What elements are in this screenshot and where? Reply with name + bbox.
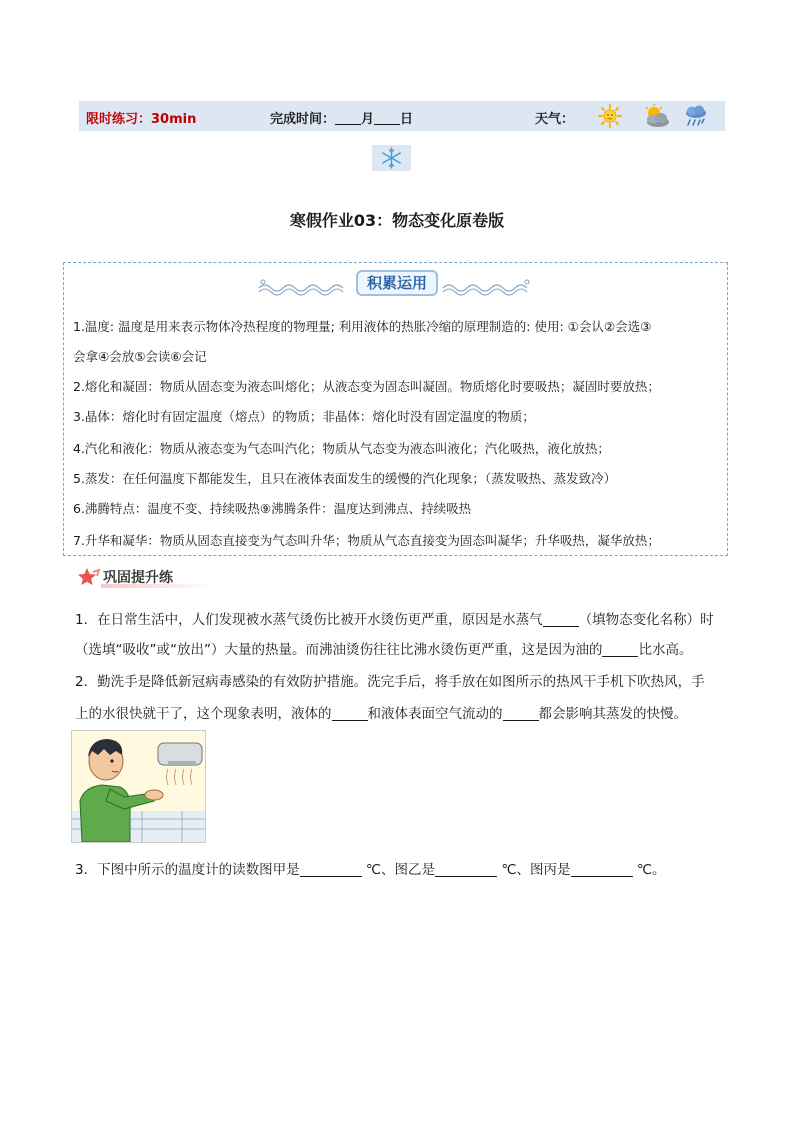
weather-label: 天气：	[535, 112, 575, 127]
summary-line: 6.沸腾特点：温度不变、持续吸热⑨沸腾条件：温度达到沸点、持续吸热	[73, 501, 472, 516]
q1-text-a: 1．在日常生活中，人们发现被水蒸气烫伤比被开水烫伤更严重，原因是水蒸气	[75, 612, 543, 628]
page-title: 寒假作业03：物态变化原卷版	[289, 211, 505, 230]
summary-line: 2.熔化和凝固：物质从固态变为液态叫熔化；从液态变为固态叫凝固。物质熔化时要吸热；凝固时要放热；	[73, 379, 660, 394]
question-3	[75, 858, 666, 878]
q2-blank-2[interactable]	[503, 706, 539, 721]
finish-label: 完成时间：	[270, 112, 336, 127]
q3-text-c: ℃、图丙是	[501, 862, 571, 878]
q2-text-d: 都会影响其蒸发的快慢。	[538, 706, 687, 722]
snow-icon-box	[372, 145, 411, 171]
partly-cloudy-icon[interactable]	[641, 103, 671, 129]
day-label: 日	[400, 112, 414, 127]
sunny-icon[interactable]	[597, 103, 623, 129]
time-limit: 限时练习：30min	[86, 112, 197, 127]
q3-blank-3[interactable]	[571, 862, 633, 877]
q2-text-a: 2．勤洗手是降低新冠病毒感染的有效防护措施。洗完手后，将手放在如图所示的热风干手机下吹热风，手	[75, 674, 705, 690]
section-title: 巩固提升练	[103, 570, 173, 586]
q3-text-a: 3．下图中所示的温度计的读数图甲是	[75, 862, 300, 878]
month-blank[interactable]	[335, 112, 361, 125]
summary-line: 4.汽化和液化：物质从液态变为气态叫汽化；物质从气态变为液态叫液化；汽化吸热，液化放热；	[73, 441, 610, 456]
question-1-line-2	[75, 638, 692, 658]
star-icon	[77, 566, 101, 588]
q3-text-b: ℃、图乙是	[365, 862, 436, 878]
summary-line: 5.蒸发：在任何温度下都能发生，且只在液体表面发生的缓慢的汽化现象；（蒸发吸热、蒸发致冷）	[73, 471, 617, 486]
summary-box	[63, 262, 728, 556]
hand-dryer-illustration	[71, 730, 206, 843]
day-blank[interactable]	[374, 112, 400, 125]
summary-line: 3.晶体：熔化时有固定温度（熔点）的物质；非晶体：熔化时没有固定温度的物质；	[73, 409, 535, 424]
question-2-line-1	[75, 670, 705, 690]
summary-line: 会拿④会放⑤会读⑥会记	[73, 349, 207, 364]
q1-text-c: （选填“吸收”或“放出”）大量的热量。而沸油烫伤往往比沸水烫伤更严重，这是因为油的	[75, 642, 603, 658]
q1-blank-3[interactable]	[602, 642, 638, 657]
question-2-line-2	[75, 702, 687, 722]
summary-line: 1.温度: 温度是用来表示物体冷热程度的物理量; 利用液体的热胀冷缩的原理制造的: 使用: ①会认②会选③	[73, 319, 652, 334]
finish-time	[270, 108, 413, 127]
q2-text-c: 和液体表面空气流动的	[367, 706, 503, 722]
month-label: 月	[361, 112, 375, 127]
q1-blank-1[interactable]	[543, 612, 579, 627]
q1-text-b: （填物态变化名称）时	[578, 612, 714, 628]
header-bar	[79, 101, 725, 131]
question-1-line-1	[75, 608, 714, 628]
q2-blank-1[interactable]	[332, 706, 368, 721]
q3-blank-1[interactable]	[300, 862, 362, 877]
snow-icon[interactable]	[372, 145, 411, 171]
summary-line: 7.升华和凝华：物质从固态直接变为气态叫升华；物质从气态直接变为固态叫凝华；升华吸热，凝华放热；	[73, 533, 660, 548]
q1-text-d: 比水高。	[638, 642, 693, 658]
q3-text-d: ℃。	[636, 862, 666, 878]
section-heading	[77, 566, 217, 588]
rain-icon[interactable]	[683, 103, 709, 129]
q2-text-b: 上的水很快就干了，这个现象表明，液体的	[75, 706, 332, 722]
banner-label: 积累运用	[356, 270, 438, 296]
q3-blank-2[interactable]	[435, 862, 497, 877]
